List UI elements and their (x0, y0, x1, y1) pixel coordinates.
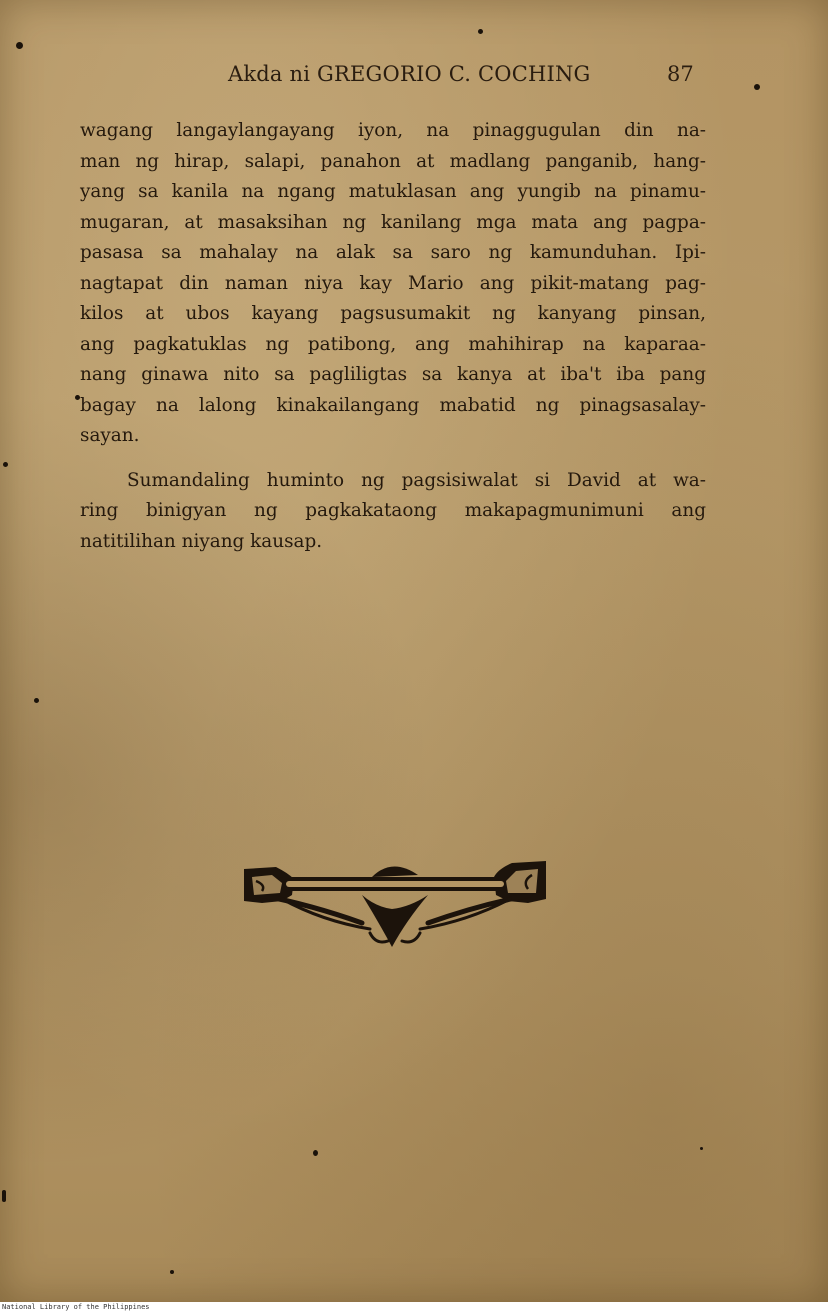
speck-mark (700, 1147, 703, 1150)
body-text (80, 116, 706, 557)
speck-mark (313, 1150, 318, 1156)
running-head: Akda ni GREGORIO C. COCHING (228, 62, 591, 86)
library-credit: National Library of the Philippines (2, 1303, 150, 1311)
text-line: mugaran, at masaksihan ng kanilang mga mata ang pagpa- (80, 211, 706, 233)
text-line: kilos at ubos kayang pagsusumakit ng kanyang pinsan, (80, 303, 706, 324)
text-line: sayan. (80, 425, 140, 446)
page-header (0, 62, 828, 96)
speck-mark (34, 698, 39, 703)
paragraph-1 (80, 116, 706, 452)
text-line: nang ginawa nito sa pagliligtas sa kanya at iba't iba pang (80, 364, 706, 385)
text-line: ring binigyan ng pagkakataong makapagmunimuni ang (80, 500, 706, 521)
speck-mark (16, 42, 23, 49)
speck-mark (478, 29, 483, 34)
ornamental-tailpiece-icon (242, 855, 548, 951)
speck-mark (3, 462, 8, 467)
speck-mark (2, 1190, 6, 1202)
paragraph-2 (80, 466, 706, 558)
text-line: man ng hirap, salapi, panahon at madlang panganib, hang- (80, 150, 706, 172)
text-line: nagtapat din naman niya kay Mario ang pikit-matang pag- (80, 272, 706, 294)
text-line: natitilihan niyang kausap. (80, 530, 323, 552)
text-line: wagang langaylangayang iyon, na pinaggugulan din na- (80, 120, 706, 141)
speck-mark (754, 84, 760, 90)
text-line: Sumandaling huminto ng pagsisiwalat si David at wa- (127, 469, 706, 491)
speck-mark (170, 1270, 174, 1274)
text-line: yang sa kanila na ngang matuklasan ang yungib na pinamu- (80, 181, 706, 202)
ornament-shape (244, 861, 546, 947)
speck-mark (75, 395, 80, 400)
text-line: ang pagkatuklas ng patibong, ang mahihirap na kaparaa- (80, 333, 706, 355)
text-line: bagay na lalong kinakailangang mabatid ng pinagsasalay- (80, 394, 706, 416)
text-line: pasasa sa mahalay na alak sa saro ng kamunduhan. Ipi- (80, 242, 706, 263)
page-number: 87 (667, 62, 694, 86)
